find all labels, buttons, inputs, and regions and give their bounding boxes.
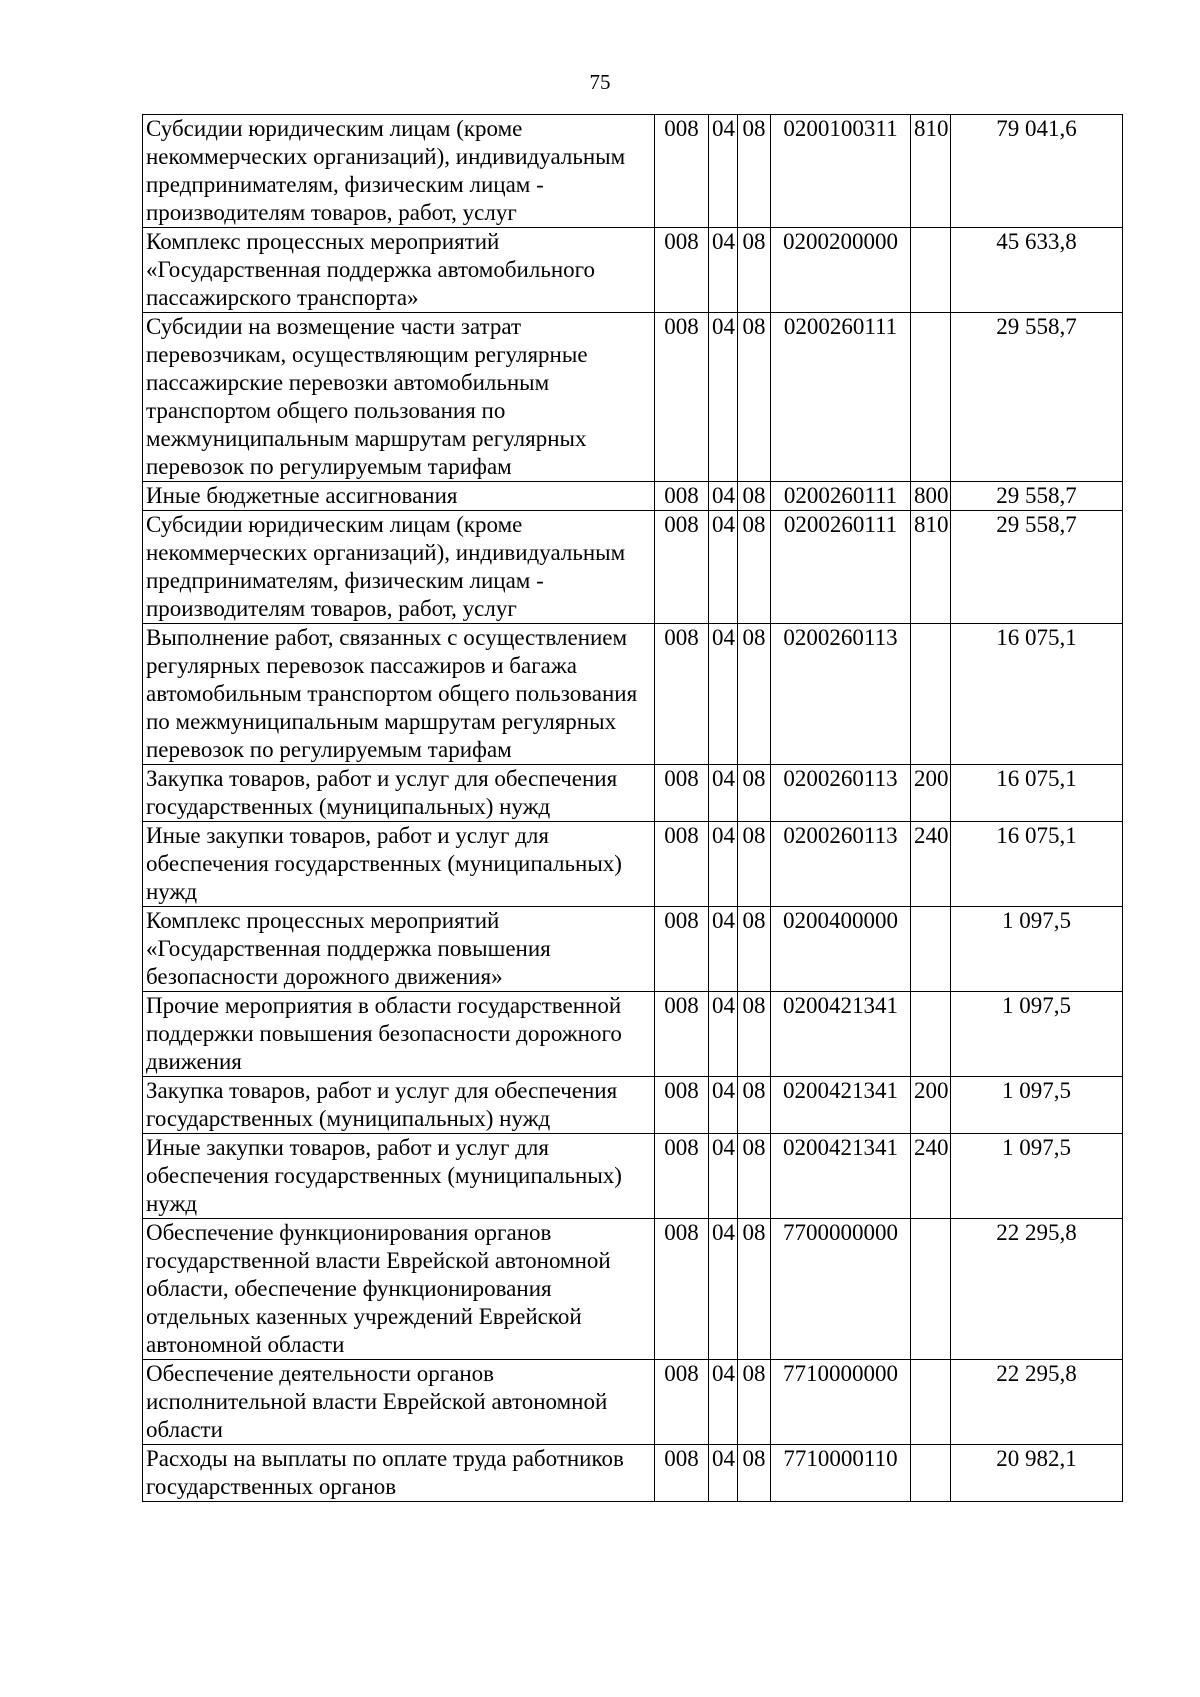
- expense-type-cell: [911, 313, 951, 482]
- target-article-cell: 7710000110: [771, 1445, 911, 1502]
- budget-table: [142, 114, 1123, 1502]
- amount-cell: 16 075,1: [951, 765, 1123, 822]
- table-row: [143, 765, 1123, 822]
- grbs-code-cell: 008: [655, 624, 709, 765]
- subsection-code-cell: 08: [738, 992, 771, 1077]
- section-code-cell: 04: [709, 511, 738, 624]
- amount-cell: 16 075,1: [951, 822, 1123, 907]
- table-row: [143, 228, 1123, 313]
- expense-name-cell: Обеспечение функционирования органов государственной власти Еврейской автономной области, обеспечение функционирования отдельных казенных учреждений Еврейской автономной области: [143, 1219, 655, 1360]
- section-code-cell: 04: [709, 1360, 738, 1445]
- expense-type-cell: 200: [911, 1077, 951, 1134]
- grbs-code-cell: 008: [655, 1134, 709, 1219]
- target-article-cell: 0200400000: [771, 907, 911, 992]
- section-code-cell: 04: [709, 1134, 738, 1219]
- expense-type-cell: [911, 1360, 951, 1445]
- expense-name-cell: Субсидии на возмещение части затрат перевозчикам, осуществляющим регулярные пассажирские перевозки автомобильным транспортом общего пользования по межмуниципальным маршрутам регулярных перевозок по регулируемым тарифам: [143, 313, 655, 482]
- subsection-code-cell: 08: [738, 511, 771, 624]
- section-code-cell: 04: [709, 1445, 738, 1502]
- grbs-code-cell: 008: [655, 1219, 709, 1360]
- section-code-cell: 04: [709, 907, 738, 992]
- subsection-code-cell: 08: [738, 1077, 771, 1134]
- target-article-cell: 0200100311: [771, 115, 911, 228]
- expense-name-cell: Комплекс процессных мероприятий «Государственная поддержка автомобильного пассажирского транспорта»: [143, 228, 655, 313]
- table-row: [143, 1360, 1123, 1445]
- expense-name-cell: Субсидии юридическим лицам (кроме некоммерческих организаций), индивидуальным предпринимателям, физическим лицам - производителям товаров, работ, услуг: [143, 511, 655, 624]
- grbs-code-cell: 008: [655, 228, 709, 313]
- expense-type-cell: [911, 907, 951, 992]
- subsection-code-cell: 08: [738, 822, 771, 907]
- section-code-cell: 04: [709, 992, 738, 1077]
- table-row: [143, 822, 1123, 907]
- expense-name-cell: Закупка товаров, работ и услуг для обеспечения государственных (муниципальных) нужд: [143, 765, 655, 822]
- expense-name-cell: Расходы на выплаты по оплате труда работников государственных органов: [143, 1445, 655, 1502]
- subsection-code-cell: 08: [738, 313, 771, 482]
- target-article-cell: 0200260111: [771, 482, 911, 511]
- table-row: [143, 1219, 1123, 1360]
- target-article-cell: 0200260111: [771, 511, 911, 624]
- amount-cell: 45 633,8: [951, 228, 1123, 313]
- target-article-cell: 0200260113: [771, 822, 911, 907]
- target-article-cell: 0200421341: [771, 1134, 911, 1219]
- expense-name-cell: Прочие мероприятия в области государственной поддержки повышения безопасности дорожного движения: [143, 992, 655, 1077]
- expense-name-cell: Закупка товаров, работ и услуг для обеспечения государственных (муниципальных) нужд: [143, 1077, 655, 1134]
- grbs-code-cell: 008: [655, 822, 709, 907]
- table-row: [143, 624, 1123, 765]
- grbs-code-cell: 008: [655, 313, 709, 482]
- table-row: [143, 1077, 1123, 1134]
- grbs-code-cell: 008: [655, 992, 709, 1077]
- expense-name-cell: Обеспечение деятельности органов исполнительной власти Еврейской автономной области: [143, 1360, 655, 1445]
- expense-name-cell: Иные закупки товаров, работ и услуг для обеспечения государственных (муниципальных) нужд: [143, 1134, 655, 1219]
- expense-type-cell: [911, 624, 951, 765]
- table-row: [143, 115, 1123, 228]
- expense-type-cell: 810: [911, 115, 951, 228]
- amount-cell: 29 558,7: [951, 313, 1123, 482]
- target-article-cell: 0200260111: [771, 313, 911, 482]
- expense-name-cell: Комплекс процессных мероприятий «Государственная поддержка повышения безопасности дорожного движения»: [143, 907, 655, 992]
- table-row: [143, 482, 1123, 511]
- amount-cell: 1 097,5: [951, 1077, 1123, 1134]
- amount-cell: 22 295,8: [951, 1360, 1123, 1445]
- amount-cell: 1 097,5: [951, 1134, 1123, 1219]
- subsection-code-cell: 08: [738, 765, 771, 822]
- subsection-code-cell: 08: [738, 1134, 771, 1219]
- expense-name-cell: Иные бюджетные ассигнования: [143, 482, 655, 511]
- subsection-code-cell: 08: [738, 907, 771, 992]
- grbs-code-cell: 008: [655, 907, 709, 992]
- grbs-code-cell: 008: [655, 511, 709, 624]
- grbs-code-cell: 008: [655, 1077, 709, 1134]
- grbs-code-cell: 008: [655, 1445, 709, 1502]
- expense-type-cell: 240: [911, 822, 951, 907]
- section-code-cell: 04: [709, 228, 738, 313]
- amount-cell: 1 097,5: [951, 907, 1123, 992]
- expense-type-cell: [911, 228, 951, 313]
- expense-type-cell: [911, 1445, 951, 1502]
- table-row: [143, 313, 1123, 482]
- subsection-code-cell: 08: [738, 1219, 771, 1360]
- expense-type-cell: [911, 992, 951, 1077]
- section-code-cell: 04: [709, 115, 738, 228]
- grbs-code-cell: 008: [655, 482, 709, 511]
- section-code-cell: 04: [709, 624, 738, 765]
- expense-type-cell: 240: [911, 1134, 951, 1219]
- amount-cell: 16 075,1: [951, 624, 1123, 765]
- section-code-cell: 04: [709, 1077, 738, 1134]
- table-row: [143, 992, 1123, 1077]
- budget-table-body: [143, 115, 1123, 1502]
- subsection-code-cell: 08: [738, 228, 771, 313]
- amount-cell: 79 041,6: [951, 115, 1123, 228]
- section-code-cell: 04: [709, 765, 738, 822]
- target-article-cell: 7710000000: [771, 1360, 911, 1445]
- expense-type-cell: 200: [911, 765, 951, 822]
- section-code-cell: 04: [709, 822, 738, 907]
- expense-name-cell: Субсидии юридическим лицам (кроме некоммерческих организаций), индивидуальным предпринимателям, физическим лицам - производителям товаров, работ, услуг: [143, 115, 655, 228]
- target-article-cell: 0200260113: [771, 765, 911, 822]
- target-article-cell: 0200421341: [771, 1077, 911, 1134]
- subsection-code-cell: 08: [738, 1360, 771, 1445]
- expense-type-cell: [911, 1219, 951, 1360]
- table-row: [143, 1134, 1123, 1219]
- amount-cell: 29 558,7: [951, 482, 1123, 511]
- expense-name-cell: Иные закупки товаров, работ и услуг для обеспечения государственных (муниципальных) нужд: [143, 822, 655, 907]
- grbs-code-cell: 008: [655, 1360, 709, 1445]
- expense-type-cell: 810: [911, 511, 951, 624]
- target-article-cell: 0200200000: [771, 228, 911, 313]
- amount-cell: 1 097,5: [951, 992, 1123, 1077]
- target-article-cell: 7700000000: [771, 1219, 911, 1360]
- subsection-code-cell: 08: [738, 1445, 771, 1502]
- amount-cell: 20 982,1: [951, 1445, 1123, 1502]
- section-code-cell: 04: [709, 313, 738, 482]
- subsection-code-cell: 08: [738, 115, 771, 228]
- table-row: [143, 1445, 1123, 1502]
- section-code-cell: 04: [709, 482, 738, 511]
- amount-cell: 29 558,7: [951, 511, 1123, 624]
- amount-cell: 22 295,8: [951, 1219, 1123, 1360]
- expense-type-cell: 800: [911, 482, 951, 511]
- table-row: [143, 907, 1123, 992]
- grbs-code-cell: 008: [655, 115, 709, 228]
- target-article-cell: 0200421341: [771, 992, 911, 1077]
- target-article-cell: 0200260113: [771, 624, 911, 765]
- subsection-code-cell: 08: [738, 482, 771, 511]
- grbs-code-cell: 008: [655, 765, 709, 822]
- expense-name-cell: Выполнение работ, связанных с осуществлением регулярных перевозок пассажиров и багажа автомобильным транспортом общего пользования по межмуниципальным маршрутам регулярных перевозок по регулируемым тарифам: [143, 624, 655, 765]
- table-row: [143, 511, 1123, 624]
- subsection-code-cell: 08: [738, 624, 771, 765]
- section-code-cell: 04: [709, 1219, 738, 1360]
- page-number: 75: [589, 70, 611, 94]
